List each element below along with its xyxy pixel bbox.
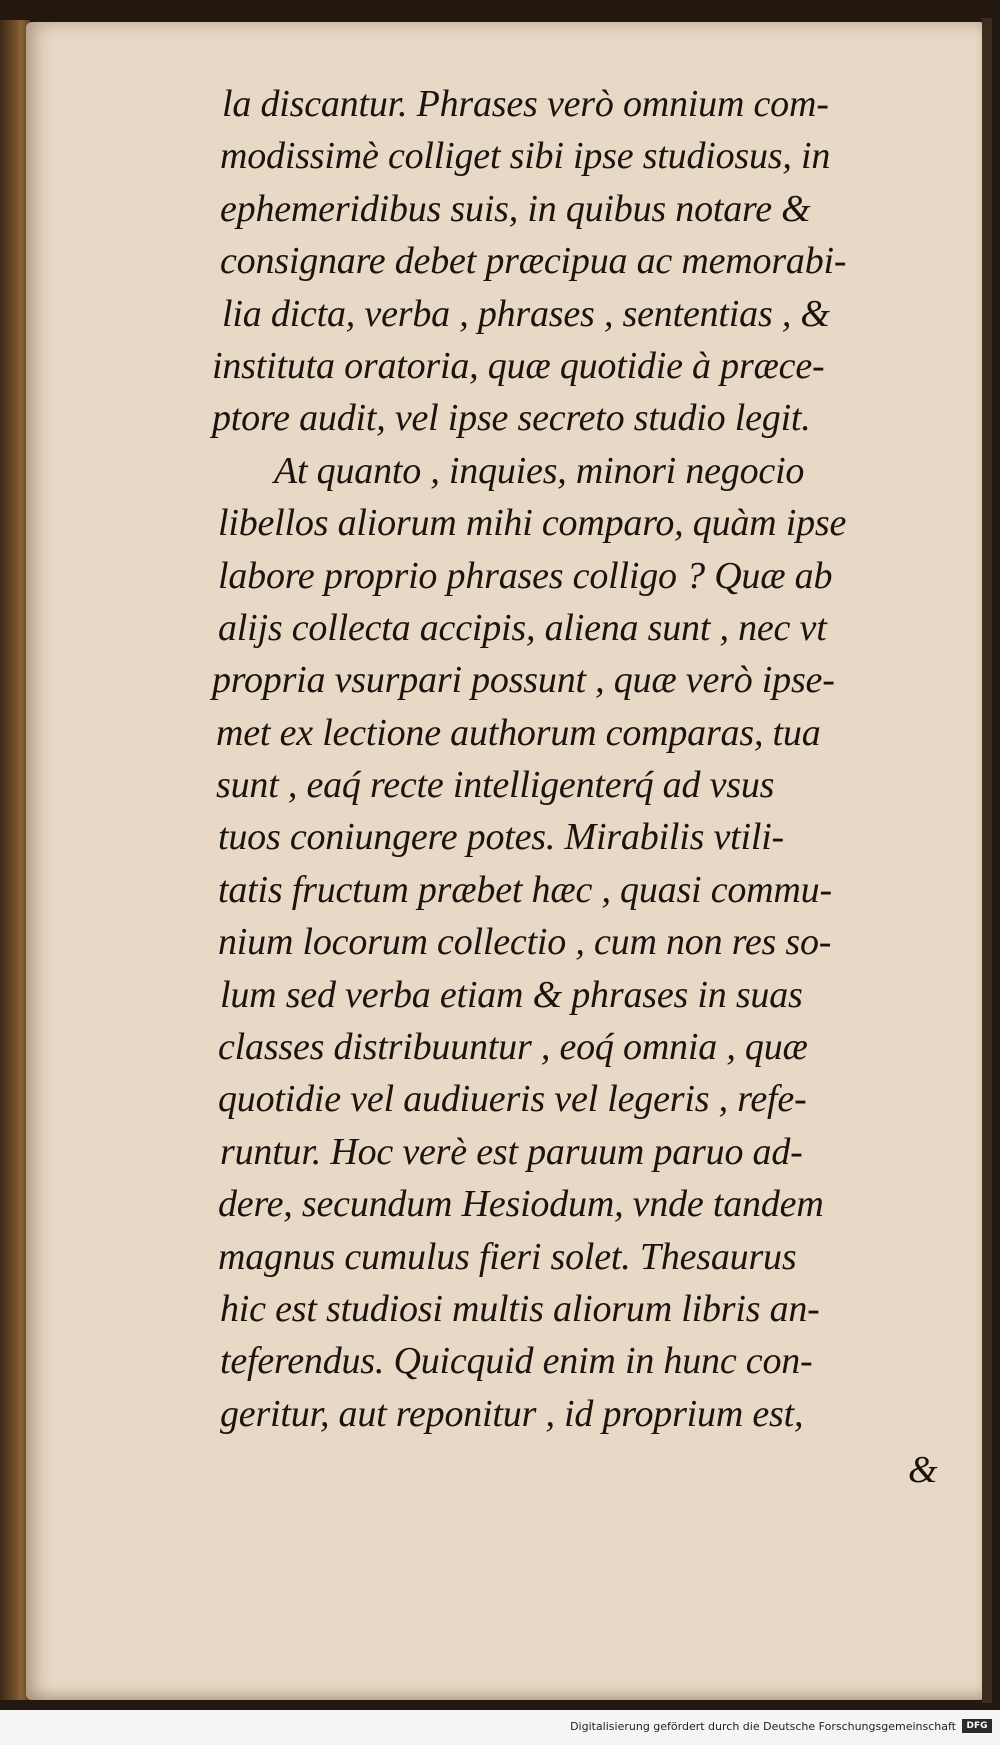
- footer-credit: Digitalisierung gefördert durch die Deutsche Forschungsgemeinschaft: [570, 1720, 956, 1733]
- text-line: tatis fructum præbet hæc , quasi commu-: [218, 868, 832, 911]
- text-line: hic est studiosi multis aliorum libris an-: [220, 1287, 820, 1330]
- text-line: sunt , eaq́ recte intelligenterq́ ad vsus: [216, 764, 775, 807]
- page-edge: [982, 18, 992, 1703]
- dfg-logo: DFG: [962, 1719, 992, 1733]
- text-line: aliјs collecta accipis, aliena sunt , nec vt: [218, 606, 827, 649]
- text-line: consignare debet præcipua ac memorabi-: [220, 240, 847, 283]
- body-text: [212, 78, 962, 1440]
- text-line: instituta oratoria, quæ quotidie à præce-: [212, 344, 825, 387]
- text-line: dere, secundum Hesiodum, vnde tandem: [218, 1183, 824, 1226]
- text-line: lia dicta, verba , phrases , sententias , &: [222, 292, 830, 335]
- text-line: labore proprio phrases colligo ? Quæ ab: [218, 554, 833, 597]
- text-line: la discantur. Phrases verò omnium com-: [222, 83, 829, 125]
- text-line: met ex lectione authorum comparas, tua: [216, 711, 821, 754]
- text-line: ptore audit, vel ipse secreto studio legit.: [212, 397, 811, 440]
- text-line: propria vsurpari possunt , quæ verò ipse-: [212, 659, 835, 702]
- text-line: nium locorum collectio , cum non res so-: [218, 921, 832, 964]
- text-line: modissimè colliget sibi ipse studiosus, in: [220, 135, 831, 178]
- text-line: geritur, aut reponitur , id proprium est,: [220, 1392, 804, 1435]
- text-line: ephemeridibus suis, in quibus notare &: [220, 187, 811, 230]
- text-line: At quanto , inquies, minori negocio: [274, 449, 805, 492]
- text-line: quotidie vel audiueris vel legeris , refe-: [218, 1078, 807, 1121]
- text-line: magnus cumulus fieri solet. Thesaurus: [218, 1235, 797, 1278]
- text-line: tuos coniungere potes. Mirabilis vtili-: [218, 816, 785, 859]
- catchword: &: [908, 1449, 938, 1491]
- text-line: classes distribuuntur , eoq́ omnia , quæ: [218, 1026, 808, 1069]
- text-line: lum sed verba etiam & phrases in suas: [220, 973, 803, 1016]
- digitization-footer: [0, 1710, 1000, 1745]
- text-line: teferendus. Quicquid enim in hunc con-: [220, 1340, 813, 1383]
- text-line: libellos aliorum mihi comparo, quàm ipse: [218, 502, 847, 545]
- text-line: runtur. Hoc verè est paruum paruo ad-: [220, 1130, 803, 1173]
